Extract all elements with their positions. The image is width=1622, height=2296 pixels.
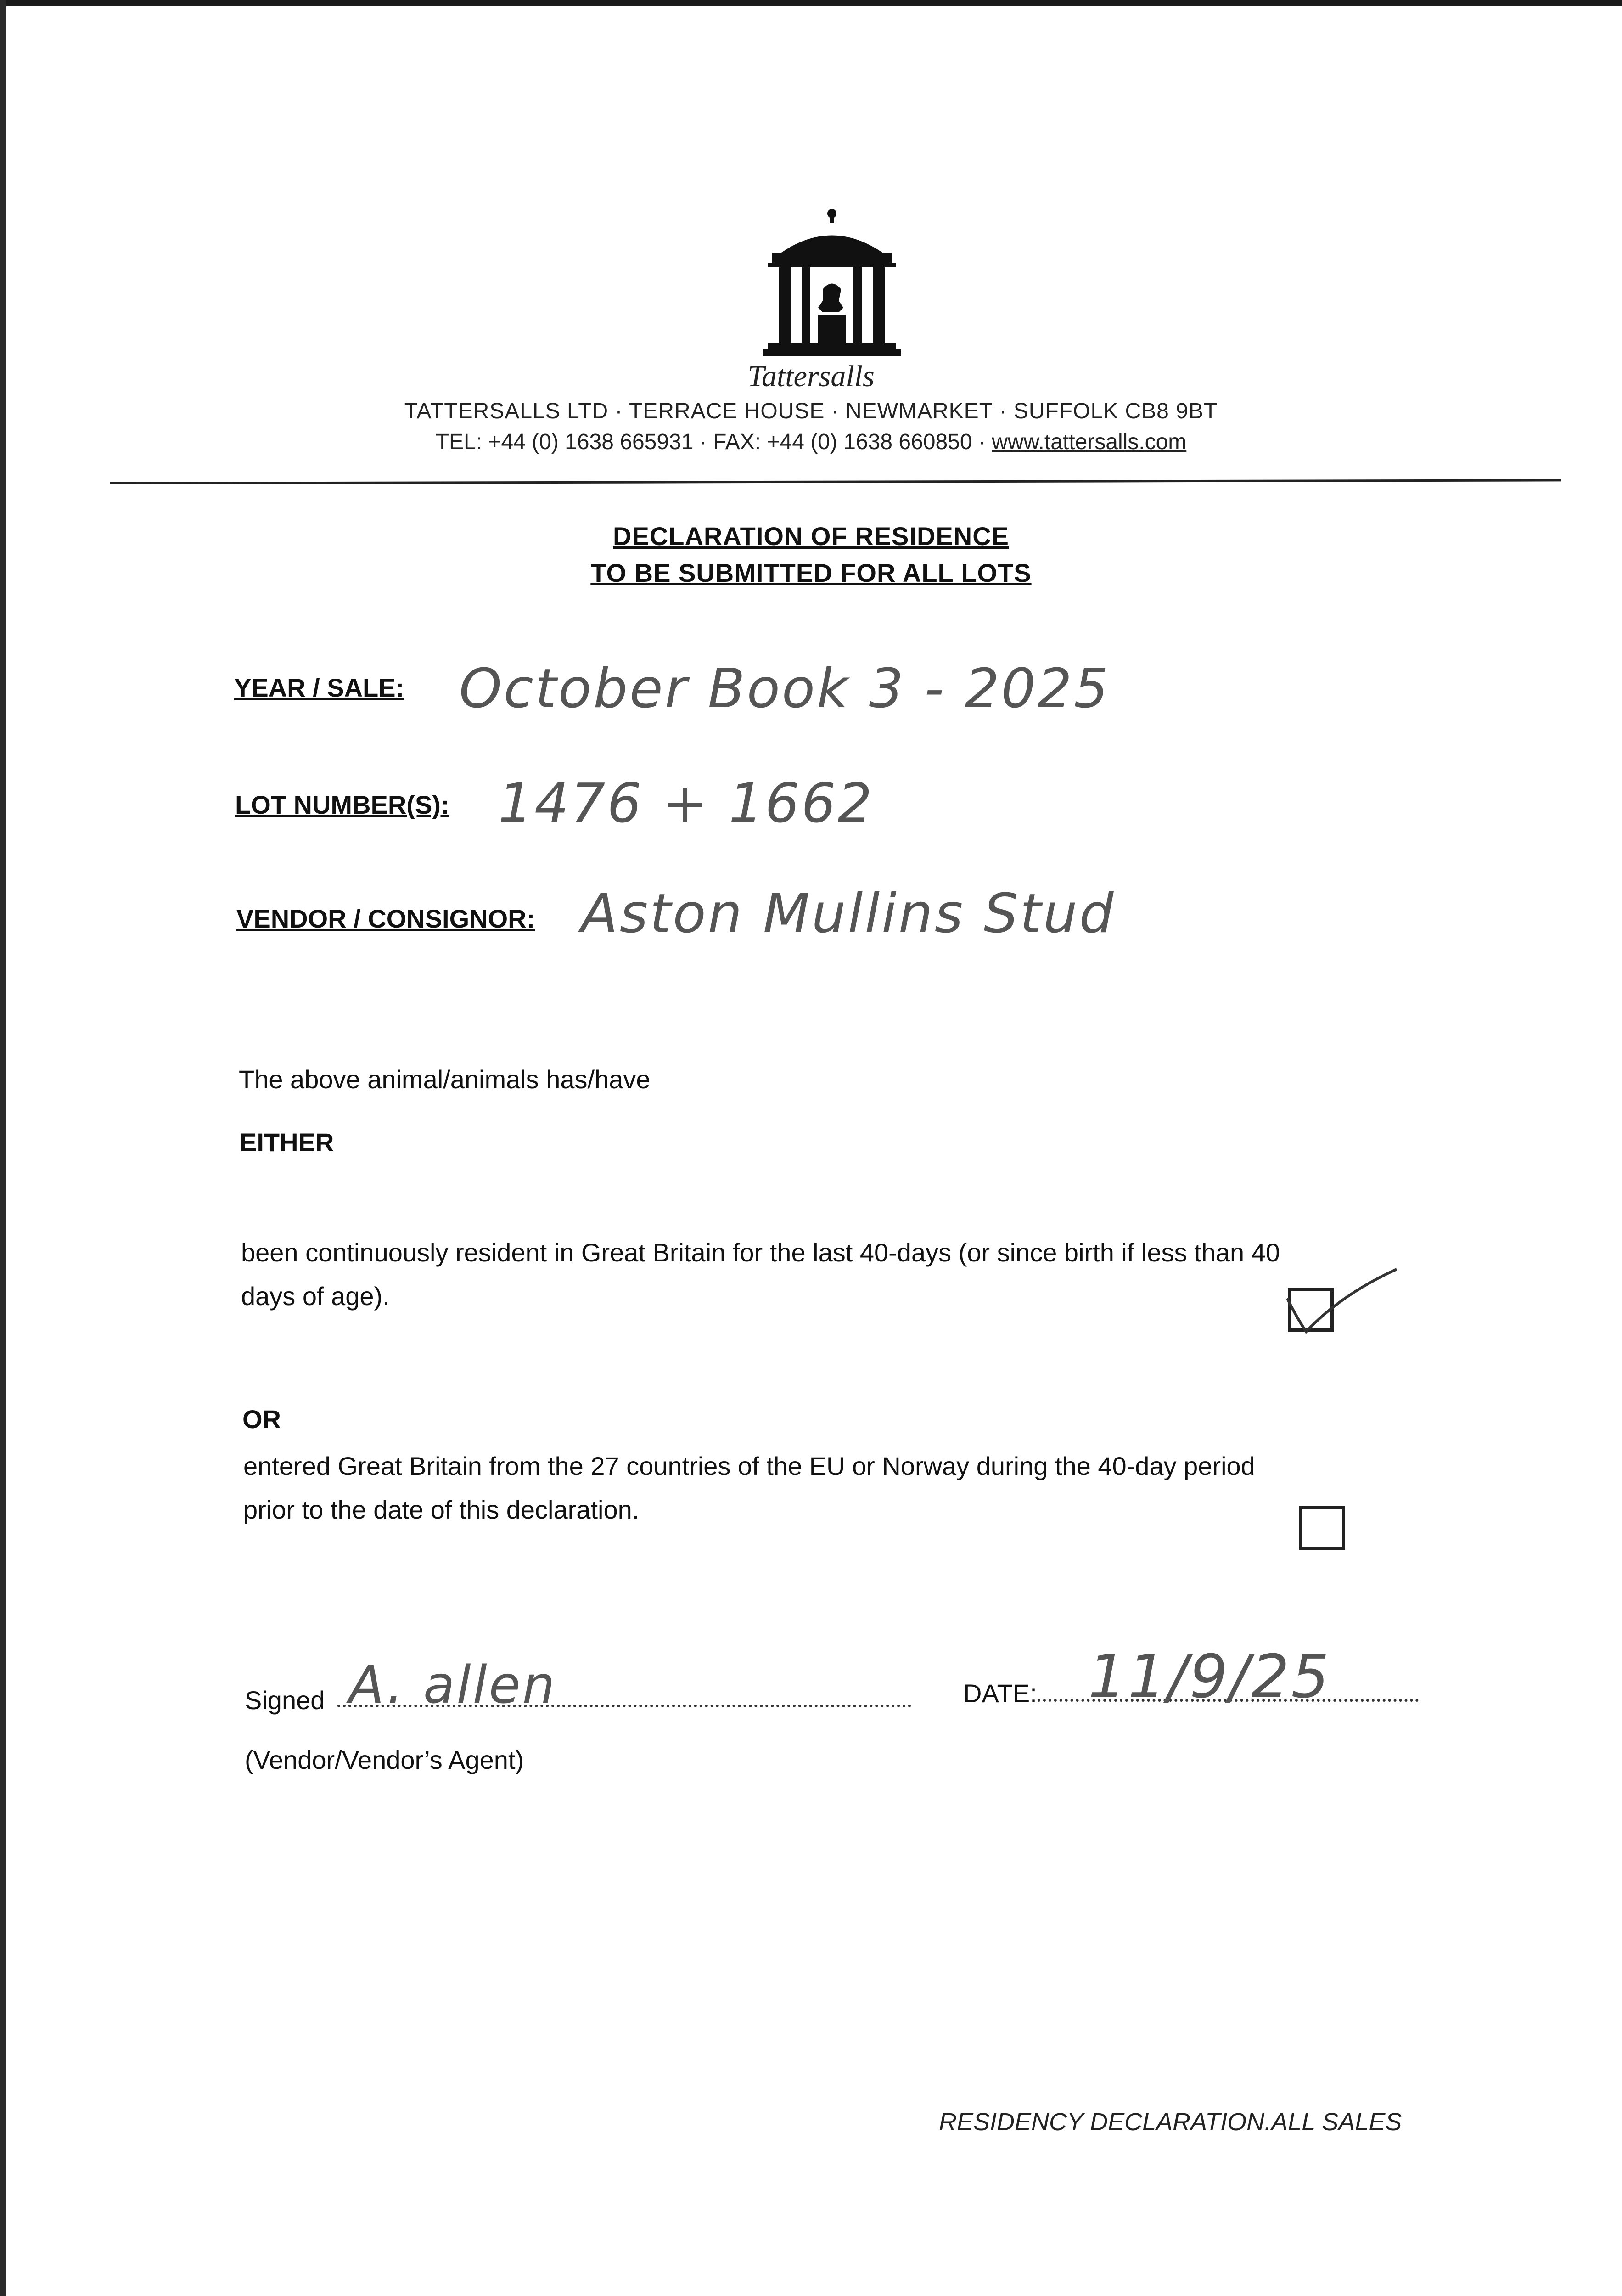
vendor-consignor-label: VENDOR / CONSIGNOR: bbox=[236, 904, 535, 933]
date-value: 11/9/25 bbox=[1088, 1642, 1331, 1711]
footer-form-name: RESIDENCY DECLARATION.ALL SALES bbox=[939, 2108, 1402, 2136]
form-title: DECLARATION OF RESIDENCE bbox=[613, 522, 1009, 551]
or-heading: OR bbox=[242, 1405, 281, 1434]
scan-edge-top bbox=[0, 0, 1622, 6]
date-label: DATE: bbox=[963, 1679, 1037, 1708]
header-divider bbox=[110, 479, 1561, 484]
signed-label: Signed bbox=[245, 1686, 325, 1715]
option2-text-line1: entered Great Britain from the 27 countries of the EU or Norway during the 40-day period bbox=[243, 1452, 1255, 1480]
vendor-consignor-value: Aston Mullins Stud bbox=[581, 882, 1116, 945]
signature-value: A. allen bbox=[349, 1655, 557, 1715]
phone-fax: TEL: +44 (0) 1638 665931 · FAX: +44 (0) 1638 660850 · bbox=[435, 430, 992, 454]
either-heading: EITHER bbox=[240, 1128, 334, 1157]
signer-role: (Vendor/Vendor’s Agent) bbox=[245, 1745, 524, 1774]
form-subtitle: TO BE SUBMITTED FOR ALL LOTS bbox=[590, 558, 1032, 587]
option1-text-line1: been continuously resident in Great Britain for the last 40-days (or since birth if less than 40 bbox=[241, 1238, 1280, 1267]
rotunda-statue-logo-icon bbox=[763, 209, 901, 360]
checkmark-icon bbox=[1285, 1267, 1400, 1341]
lot-number-value: 1476 + 1662 bbox=[498, 771, 874, 835]
option2-text-line2: prior to the date of this declaration. bbox=[243, 1495, 640, 1524]
option1-text-line2: days of age). bbox=[241, 1282, 390, 1311]
year-sale-label: YEAR / SALE: bbox=[234, 673, 404, 702]
lot-number-label: LOT NUMBER(S): bbox=[235, 790, 449, 819]
scan-edge-left bbox=[0, 0, 6, 2296]
company-address: TATTERSALLS LTD · TERRACE HOUSE · NEWMARKET · SUFFOLK CB8 9BT bbox=[404, 399, 1218, 423]
brand-name: Tattersalls bbox=[747, 360, 875, 393]
statement-intro: The above animal/animals has/have bbox=[239, 1065, 651, 1094]
website-link[interactable]: www.tattersalls.com bbox=[992, 430, 1187, 454]
year-sale-value: October Book 3 - 2025 bbox=[459, 657, 1110, 720]
contact-details bbox=[0, 429, 1622, 455]
option2-checkbox[interactable] bbox=[1299, 1506, 1345, 1550]
